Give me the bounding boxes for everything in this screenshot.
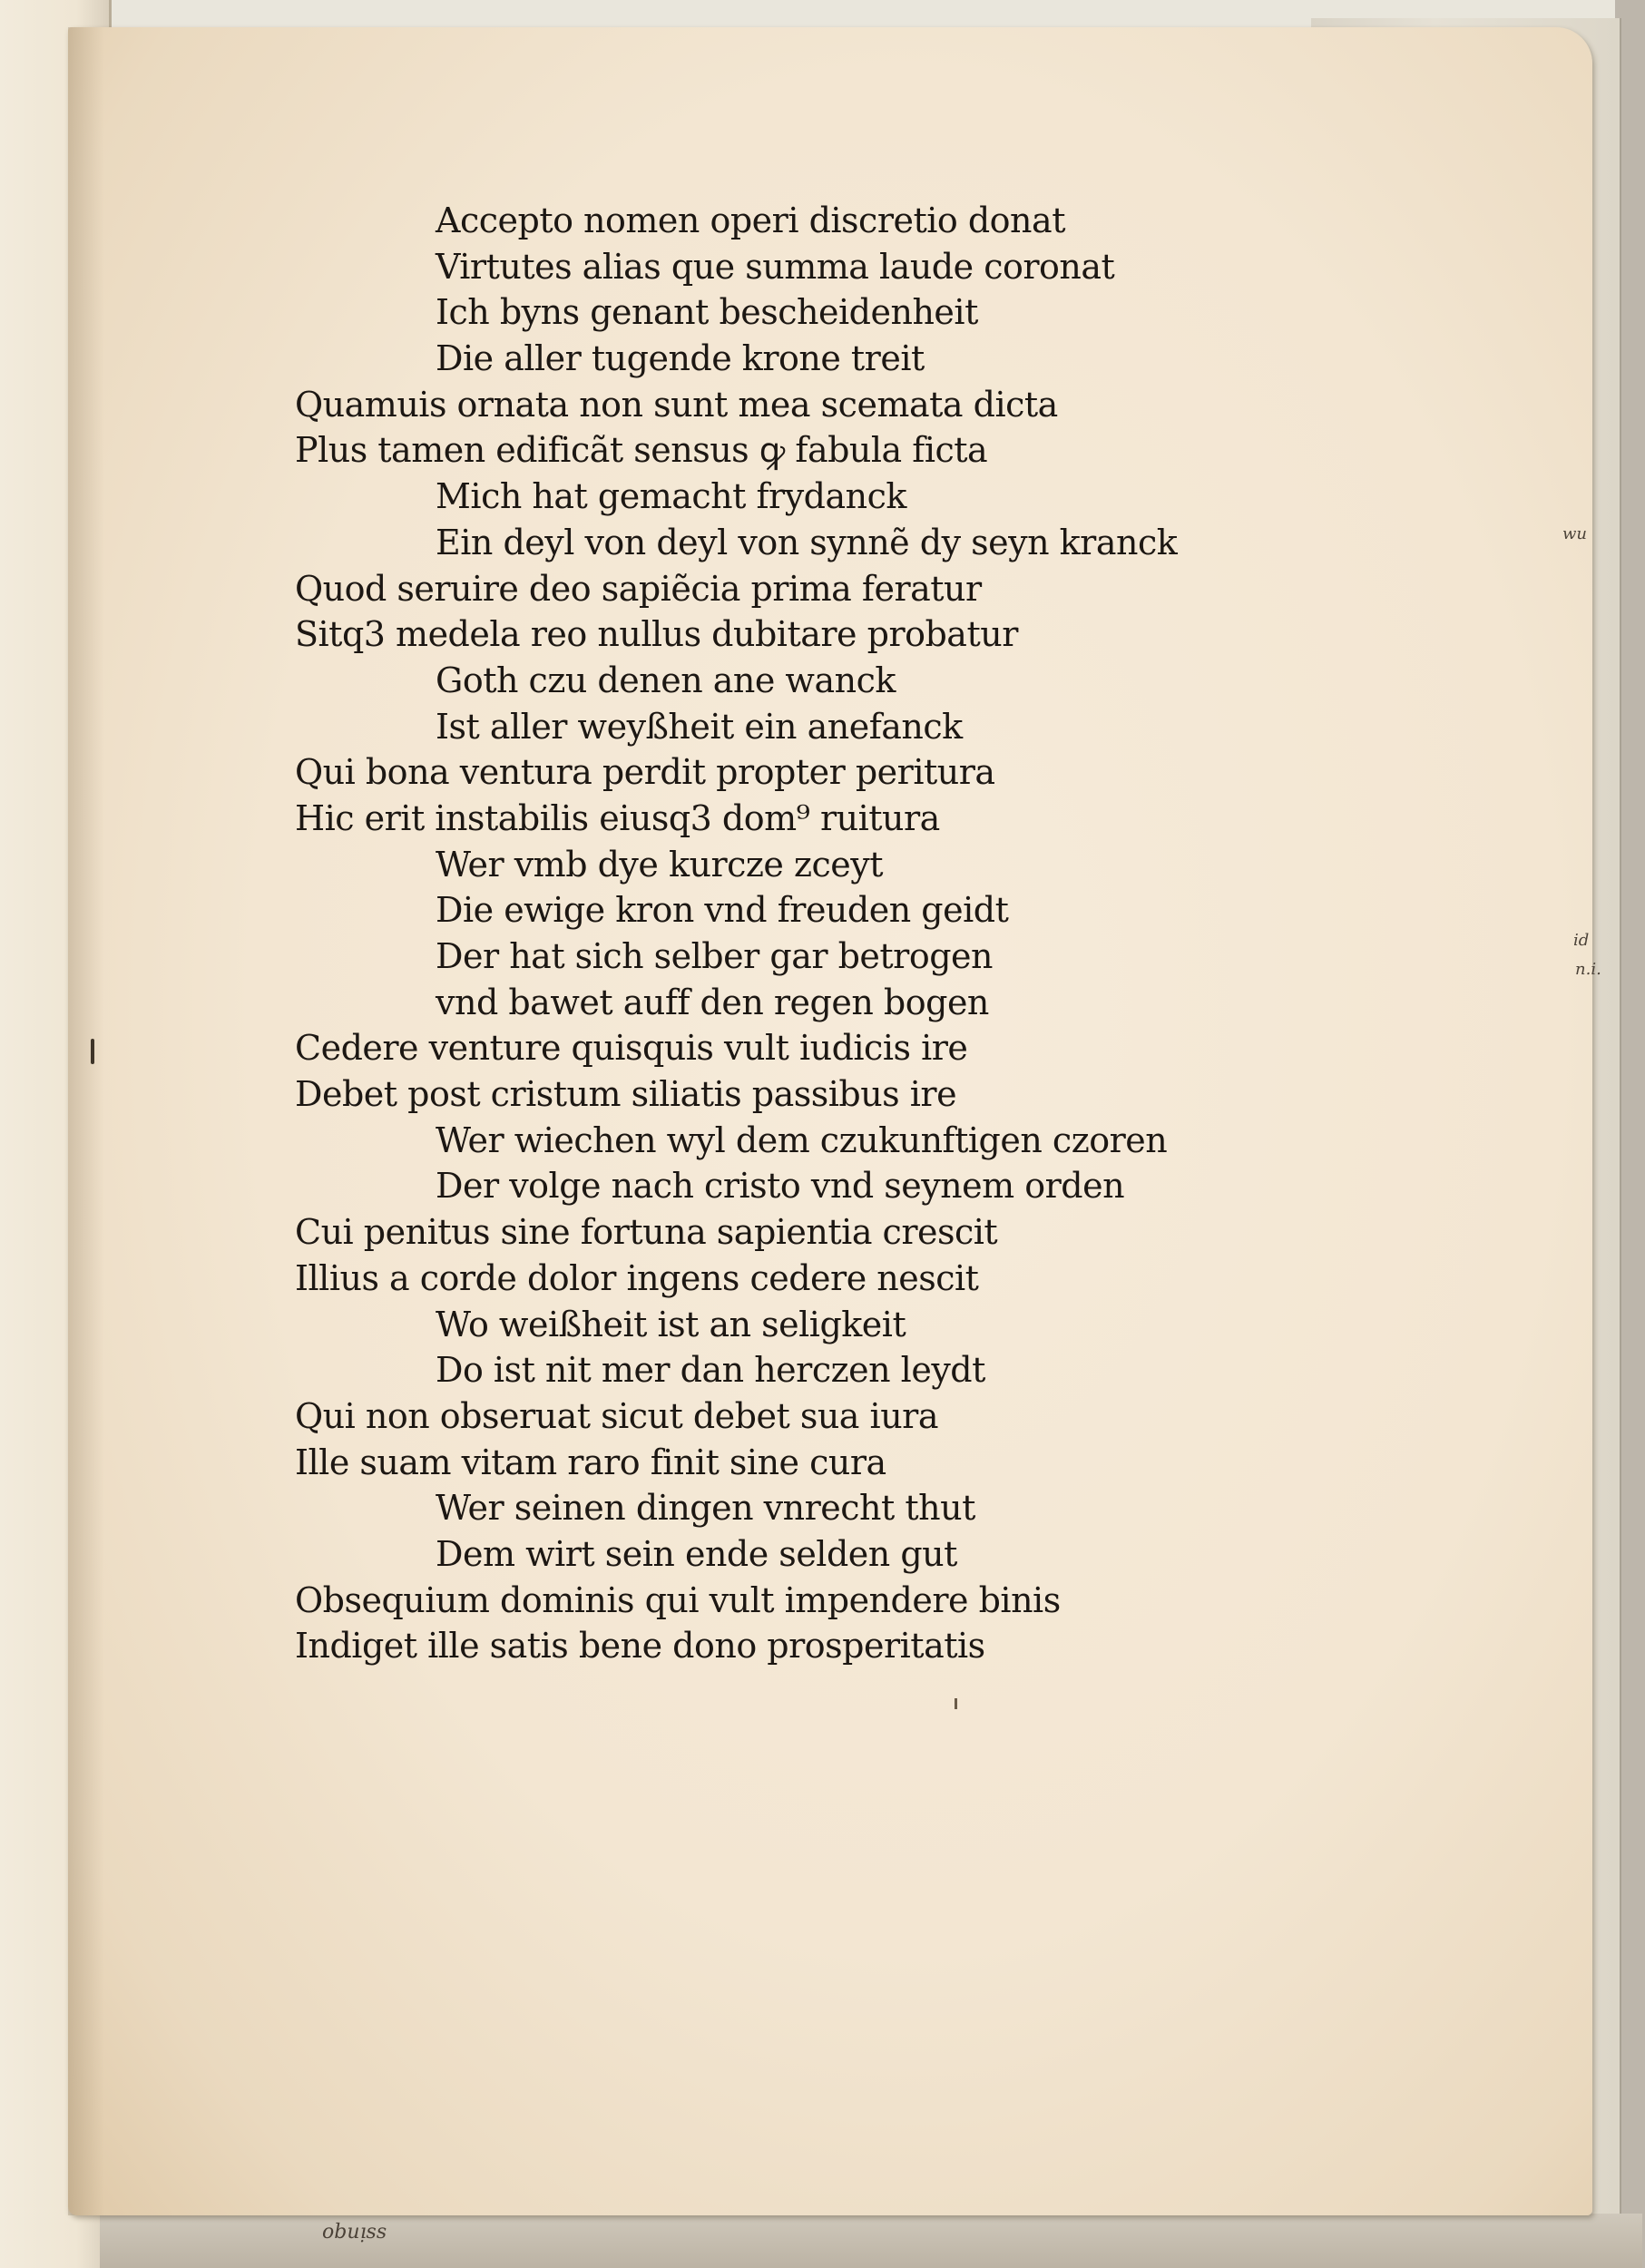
verse-line: Accepto nomen operi discretio donat: [436, 200, 1065, 240]
verse-line: Dem wirt sein ende selden gut: [436, 1533, 957, 1574]
bottom-note: obuᴉss: [322, 2221, 387, 2244]
verse-line: Qui bona ventura perdit propter peritura: [295, 752, 995, 793]
verse-line: Qui non obseruat sicut debet sua iura: [295, 1395, 938, 1436]
verse-line: Indiget ille satis bene dono prosperitatis: [295, 1626, 985, 1667]
ink-stain: [91, 1039, 94, 1064]
verse-line: vnd bawet auff den regen bogen: [436, 982, 989, 1022]
verse-line: Ist aller weyßheit ein anefanck: [436, 706, 963, 747]
verse-line: Cui penitus sine fortuna sapientia crescit: [295, 1212, 998, 1253]
verse-line: Cedere venture quisquis vult iudicis ire: [295, 1028, 968, 1069]
verse-line: Debet post cristum siliatis passibus ire: [295, 1074, 957, 1115]
verse-line: Die aller tugende krone treit: [436, 338, 925, 379]
verse-line: Mich hat gemacht frydanck: [436, 476, 906, 517]
verse-line: Ein deyl von deyl von synnẽ dy seyn kranck: [436, 522, 1178, 562]
verse-text-block: [295, 198, 1275, 1669]
verse-line: Der hat sich selber gar betrogen: [436, 936, 994, 976]
margin-note: wu: [1562, 524, 1587, 543]
verse-line: Hic erit instabilis eiusq3 dom⁹ ruitura: [295, 797, 940, 838]
verse-line: Die ewige kron vnd freuden geidt: [436, 890, 1009, 931]
verse-line: Obsequium dominis qui vult impendere binis: [295, 1579, 1061, 1620]
paper-mark: [955, 1698, 957, 1709]
verse-line: Wer vmb dye kurcze zceyt: [436, 844, 884, 885]
verse-line: Sitq3 medela reo nullus dubitare probatur: [295, 614, 1018, 655]
verse-line: Wer seinen dingen vnrecht thut: [436, 1488, 975, 1529]
verse-line: Quod seruire deo sapiẽcia prima feratur: [295, 568, 982, 609]
margin-note: n.i.: [1575, 960, 1601, 979]
verse-line: Der volge nach cristo vnd seynem orden: [436, 1166, 1125, 1207]
verse-line: Wer wiechen wyl dem czukunftigen czoren: [436, 1119, 1168, 1160]
verse-line: Illius a corde dolor ingens cedere nescit: [295, 1257, 979, 1298]
verse-line: Quamuis ornata non sunt mea scemata dicta: [295, 384, 1058, 425]
verse-line: Virtutes alias que summa laude coronat: [436, 246, 1115, 287]
verse-line: Goth czu denen ane wanck: [436, 660, 896, 700]
verse-line: Ille suam vitam raro finit sine cura: [295, 1442, 886, 1482]
verse-line: Wo weißheit ist an seligkeit: [436, 1304, 906, 1344]
verse-line: Do ist nit mer dan herczen leydt: [436, 1350, 985, 1391]
gutter-shadow: [68, 27, 104, 2215]
margin-note: id: [1573, 931, 1590, 950]
verse-line: Plus tamen edificãt sensus ꝙ fabula ficta: [295, 430, 988, 471]
verse-line: Ich byns genant bescheidenheit: [436, 292, 978, 333]
